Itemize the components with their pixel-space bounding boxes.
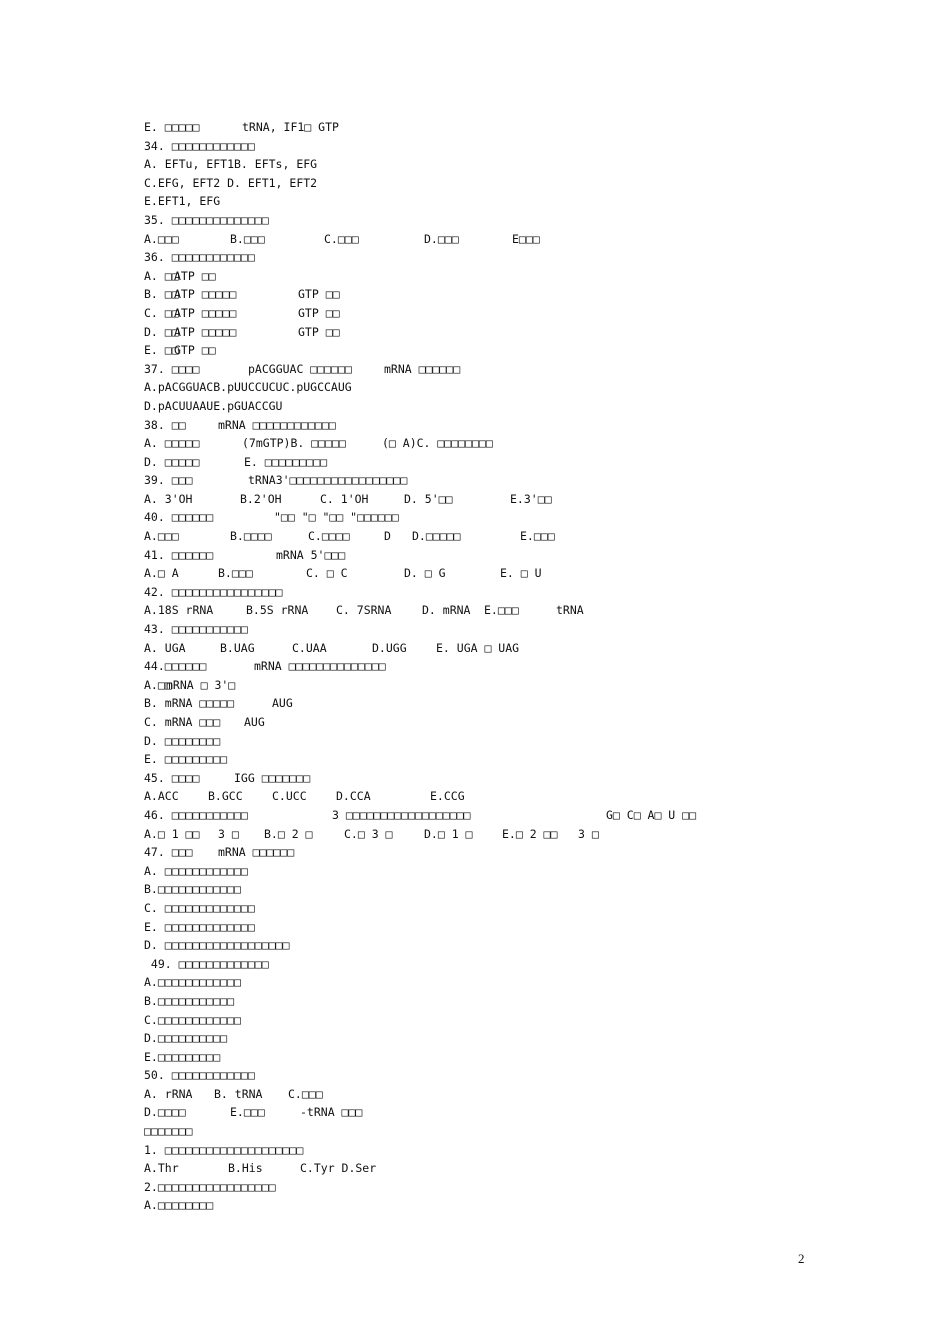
text-segment: ATP □□□□□ [174, 324, 237, 339]
text-segment: C. □□ [144, 305, 179, 320]
text-segment: B.2'OH [240, 491, 282, 506]
text-segment: 49. □□□□□□□□□□□□□ [144, 956, 269, 971]
text-segment: G□ C□ A□ U □□ [606, 807, 697, 822]
text-line [144, 1085, 904, 1104]
text-segment: A. □□□□□□□□□□□□ [144, 863, 248, 878]
text-segment: A. □□□□□ [144, 436, 200, 451]
text-line [144, 1178, 904, 1197]
text-segment: ATP □□□□□ [174, 287, 237, 302]
text-line [144, 341, 904, 360]
text-line [144, 1196, 904, 1215]
text-segment: B. □□ [144, 287, 179, 302]
text-segment: 38. □□ [144, 417, 186, 432]
text-segment: E. □□ [144, 343, 179, 358]
text-segment: C.□□□ [288, 1086, 323, 1101]
text-segment: D.UGG [372, 640, 407, 655]
text-segment: B.□□□ [230, 231, 265, 246]
text-line [144, 118, 904, 137]
text-segment: C. □ C [306, 566, 348, 581]
text-line [144, 508, 904, 527]
text-segment: E.3'□□ [510, 491, 552, 506]
text-segment: A. UGA [144, 640, 186, 655]
text-segment: 37. □□□□ [144, 361, 200, 376]
text-segment: C. mRNA □□□ [144, 715, 221, 729]
text-segment: 3 □ [578, 826, 599, 841]
text-segment: 41. □□□□□□ [144, 547, 214, 562]
text-segment: (□ A)C. □□□□□□□□ [382, 436, 493, 451]
text-line [144, 155, 904, 174]
text-segment: A.Thr [144, 1161, 179, 1176]
text-line [144, 174, 904, 193]
text-line [144, 843, 904, 862]
text-segment: tRNA [556, 603, 584, 618]
text-segment: □□□□□□□ [144, 1124, 193, 1139]
text-line [144, 416, 904, 435]
text-line [144, 1048, 904, 1067]
text-segment: A. EFTu, EFT1B. EFTs, EFG [144, 157, 318, 172]
text-segment: B.His [228, 1161, 263, 1176]
text-line [144, 639, 904, 658]
text-segment: D [384, 529, 391, 544]
text-segment: B.□□□□□□□□□□□□ [144, 882, 241, 897]
text-line [144, 620, 904, 639]
text-segment: 42. □□□□□□□□□□□□□□□□ [144, 584, 283, 599]
text-segment: E. □□□□□□□□□ [144, 752, 228, 767]
text-line [144, 267, 904, 286]
text-segment: D. □□□□□□□□□□□□□□□□□□ [144, 938, 290, 953]
text-segment: B. mRNA □□□□□ [144, 696, 235, 711]
text-segment: AUG [272, 696, 293, 711]
text-segment: 46. □□□□□□□□□□□ [144, 807, 248, 822]
text-segment: GTP □□ [298, 287, 340, 302]
text-segment: E. □□□□□□□□□□□□□ [144, 919, 255, 934]
text-line [144, 713, 904, 732]
text-segment: A.□□ [144, 677, 172, 692]
text-segment: C.□□□ [324, 231, 359, 246]
text-segment: C. 1'OH [320, 491, 369, 506]
text-segment: B.□□□ [218, 566, 253, 581]
text-segment: A. 3'OH [144, 491, 193, 506]
text-line [144, 1103, 904, 1122]
text-segment: 2.□□□□□□□□□□□□□□□□□ [144, 1179, 276, 1194]
text-line [144, 880, 904, 899]
text-segment: E□□□ [512, 231, 540, 246]
text-segment: E.□□□□□□□□□ [144, 1049, 221, 1064]
text-line [144, 676, 904, 695]
text-line [144, 192, 904, 211]
text-segment: E.□□□ [484, 603, 519, 618]
text-segment: ATP □□□□□ [174, 305, 237, 320]
text-segment: 35. □□□□□□□□□□□□□□ [144, 212, 269, 227]
text-segment: C.EFG, EFT2 D. EFT1, EFT2 [144, 175, 318, 190]
text-segment: pACGGUAC □□□□□□ [248, 361, 352, 376]
question-list [144, 118, 904, 1215]
text-segment: (7mGTP)B. □□□□□ [242, 436, 346, 451]
text-segment: E.EFT1, EFG [144, 194, 221, 209]
text-segment: 47. □□□ [144, 845, 193, 860]
text-segment: A.18S rRNA [144, 603, 214, 618]
text-line [144, 601, 904, 620]
text-segment: B.5S rRNA [246, 603, 309, 618]
text-segment: 1. □□□□□□□□□□□□□□□□□□□□ [144, 1142, 304, 1157]
text-line [144, 285, 904, 304]
text-segment: D. □□□□□□□□ [144, 733, 221, 748]
text-segment: mRNA □□□□□□ [384, 361, 461, 376]
text-line [144, 304, 904, 323]
text-segment: 3 □ [218, 826, 239, 841]
text-segment: D.□□□□ [144, 1105, 186, 1120]
text-segment: C.□□□□ [308, 529, 350, 544]
text-line [144, 490, 904, 509]
text-segment: mRNA □ 3'□ [166, 677, 236, 692]
text-line [144, 434, 904, 453]
text-line [144, 732, 904, 751]
text-line [144, 248, 904, 267]
text-line [144, 546, 904, 565]
text-segment: D.pACUUAAUE.pGUACCGU [144, 398, 283, 413]
text-segment: E. □□□□□ [144, 120, 200, 134]
text-line [144, 137, 904, 156]
text-segment: C.Tyr D.Ser [300, 1161, 377, 1176]
text-segment: C.UCC [272, 789, 307, 804]
text-segment: B.□ 2 □ [264, 826, 313, 841]
text-segment: mRNA □□□□□□ [218, 845, 295, 860]
text-segment: GTP □□ [298, 324, 340, 339]
text-segment: 45. □□□□ [144, 770, 200, 785]
text-line [144, 453, 904, 472]
text-segment: E.□□□ [230, 1105, 265, 1120]
text-segment: E. □ U [500, 566, 542, 581]
text-segment: A.□ 1 □□ [144, 826, 200, 841]
text-line [144, 973, 904, 992]
text-segment: tRNA3'□□□□□□□□□□□□□□□□□ [248, 473, 408, 488]
text-line [144, 323, 904, 342]
text-segment: D.□ 1 □ [424, 826, 473, 841]
text-segment: C.□ 3 □ [344, 826, 393, 841]
text-line [144, 471, 904, 490]
text-line [144, 787, 904, 806]
text-segment: A.□□□ [144, 529, 179, 544]
text-segment: GTP □□ [174, 343, 216, 358]
text-segment: C. 7SRNA [336, 603, 392, 618]
text-segment: 39. □□□ [144, 473, 193, 488]
text-segment: B.□□□□ [230, 529, 272, 544]
text-segment: 44.□□□□□□ [144, 659, 207, 674]
text-segment: D. □□□□□ [144, 454, 200, 469]
text-segment: B.□□□□□□□□□□□ [144, 993, 235, 1008]
text-segment: E.□□□ [520, 529, 555, 544]
text-segment: D.□□□□□ [412, 529, 461, 544]
text-segment: 40. □□□□□□ [144, 510, 214, 525]
text-line [144, 992, 904, 1011]
text-segment: B.UAG [220, 640, 255, 655]
text-line [144, 1159, 904, 1178]
text-line [144, 825, 904, 844]
text-line [144, 1066, 904, 1085]
text-segment: E.CCG [430, 789, 465, 804]
text-line [144, 1141, 904, 1160]
text-line [144, 694, 904, 713]
text-segment: B. tRNA [214, 1086, 263, 1101]
text-line [144, 918, 904, 937]
text-segment: D. mRNA [422, 603, 471, 618]
text-segment: D.□□□□□□□□□□ [144, 1031, 228, 1046]
text-segment: 34. □□□□□□□□□□□□ [144, 138, 255, 153]
text-segment: mRNA □□□□□□□□□□□□ [218, 417, 336, 432]
text-line [144, 230, 904, 249]
text-segment: ATP □□ [174, 268, 216, 283]
text-line [144, 936, 904, 955]
text-line [144, 1011, 904, 1030]
text-segment: 36. □□□□□□□□□□□□ [144, 250, 255, 265]
text-segment: A.□ A [144, 566, 179, 581]
text-segment: E. □□□□□□□□□ [244, 454, 328, 469]
text-segment: GTP □□ [298, 305, 340, 320]
text-segment: 3 □□□□□□□□□□□□□□□□□□ [332, 807, 471, 822]
text-segment: C.□□□□□□□□□□□□ [144, 1012, 241, 1027]
text-line [144, 750, 904, 769]
text-segment: mRNA 5'□□□ [276, 547, 346, 562]
text-line [144, 583, 904, 602]
text-line [144, 211, 904, 230]
text-segment: A. □□ [144, 268, 179, 283]
text-segment: D. 5'□□ [404, 491, 453, 506]
text-segment: C.UAA [292, 640, 327, 655]
text-line [144, 1029, 904, 1048]
text-line [144, 657, 904, 676]
text-segment: E.□ 2 □□ [502, 826, 558, 841]
text-segment: A.ACC [144, 789, 179, 804]
text-segment: A.□□□□□□□□ [144, 1198, 214, 1213]
text-segment: AUG [244, 715, 265, 729]
text-segment: 50. □□□□□□□□□□□□ [144, 1068, 255, 1083]
text-segment: A.pACGGUACB.pUUCCUCUC.pUGCCAUG [144, 380, 352, 395]
text-segment: -tRNA □□□ [300, 1105, 363, 1120]
text-segment: D. □□ [144, 324, 179, 339]
text-segment: tRNA, IF1□ GTP [242, 120, 339, 134]
text-line [144, 564, 904, 583]
text-line [144, 1122, 904, 1141]
text-line [144, 769, 904, 788]
text-segment: A.□□□ [144, 231, 179, 246]
text-segment: D. □ G [404, 566, 446, 581]
text-segment: mRNA □□□□□□□□□□□□□□ [254, 659, 386, 674]
text-line [144, 397, 904, 416]
text-line [144, 862, 904, 881]
text-segment: A.□□□□□□□□□□□□ [144, 975, 241, 990]
text-segment: E. UGA □ UAG [436, 640, 520, 655]
text-line [144, 360, 904, 379]
page-number: 2 [798, 1251, 805, 1266]
text-segment: D.□□□ [424, 231, 459, 246]
text-line [144, 806, 904, 825]
text-line [144, 955, 904, 974]
text-segment: 43. □□□□□□□□□□□ [144, 622, 248, 637]
text-segment: C. □□□□□□□□□□□□□ [144, 900, 255, 915]
text-segment: A. rRNA [144, 1086, 193, 1101]
text-line [144, 378, 904, 397]
text-line [144, 527, 904, 546]
text-line [144, 899, 904, 918]
text-segment: B.GCC [208, 789, 243, 804]
text-segment: IGG □□□□□□□ [234, 770, 311, 785]
text-segment: D.CCA [336, 789, 371, 804]
text-segment: "□□ "□ "□□ "□□□□□□ [274, 510, 399, 525]
